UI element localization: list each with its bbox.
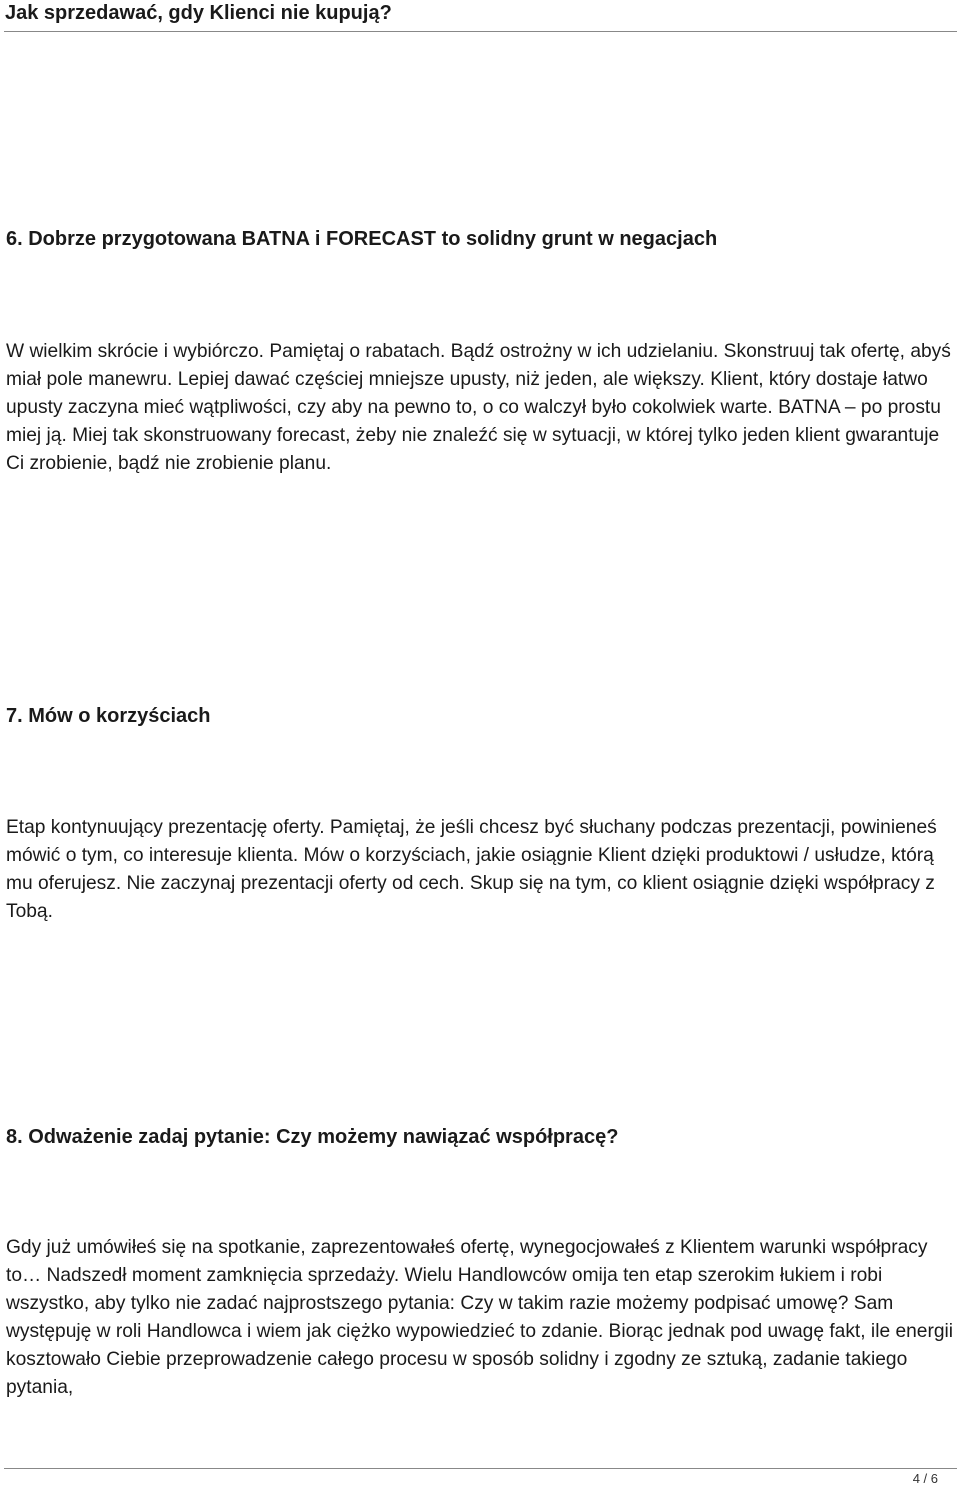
page-number: 4 / 6 [912, 1471, 938, 1486]
section-8-paragraph: Gdy już umówiłeś się na spotkanie, zaprezentowałeś ofertę, wynegocjowałeś z Klientem warunki współpracy to… Nadszedł moment zamknięcia sprzedaży. Wielu Handlowców omija ten etap szerokim łukiem i robi wszystko, aby tylko nie zadać najprostszego pytania: Czy w takim razie możemy podpisać umowę? Sam występuję w roli Handlowca i wiem jak ciężko wypowiedzieć to zdanie. Biorąc jednak pod uwagę fakt, ile energii kosztowało Ciebie przeprowadzenie całego procesu w sposób solidny i zgodny ze sztuką, zadanie takiego pytania, [6, 1237, 954, 1398]
section-6-paragraph: W wielkim skrócie i wybiórczo. Pamiętaj o rabatach. Bądź ostrożny w ich udzielaniu. Skonstruuj tak ofertę, abyś miał pole manewru. Lepiej dawać częściej mniejsze upusty, niż jeden, ale większy. Klient, który dostaje łatwo upusty zaczyna mieć wątpliwości, czy aby na pewno to, o co walczył było cokolwiek warte. BATNA – po prostu miej ją. Miej tak skonstruowany forecast, żeby nie znaleźć się w sytuacji, w której tylko jeden klient gwarantuje Ci zrobienie, bądź nie zrobienie planu. [6, 341, 951, 474]
header-divider [4, 31, 957, 32]
document-title: Jak sprzedawać, gdy Klienci nie kupują? [5, 2, 392, 24]
section-7-paragraph: Etap kontynuujący prezentację oferty. Pamiętaj, że jeśli chcesz być słuchany podczas prezentacji, powinieneś mówić o tym, co interesuje klienta. Mów o korzyściach, jakie osiągnie Klient dzięki produktowi / usłudze, którą mu oferujesz. Nie zaczynaj prezentacji oferty od cech. Skup się na tym, co klient osiągnie dzięki współpracy z Tobą. [6, 817, 937, 922]
section-8-heading: 8. Odważenie zadaj pytanie: Czy możemy nawiązać współpracę? [6, 1126, 619, 1148]
section-6-heading: 6. Dobrze przygotowana BATNA i FORECAST to solidny grunt w negacjach [6, 228, 718, 250]
section-7-heading: 7. Mów o korzyściach [6, 705, 211, 727]
footer-divider [4, 1468, 957, 1469]
